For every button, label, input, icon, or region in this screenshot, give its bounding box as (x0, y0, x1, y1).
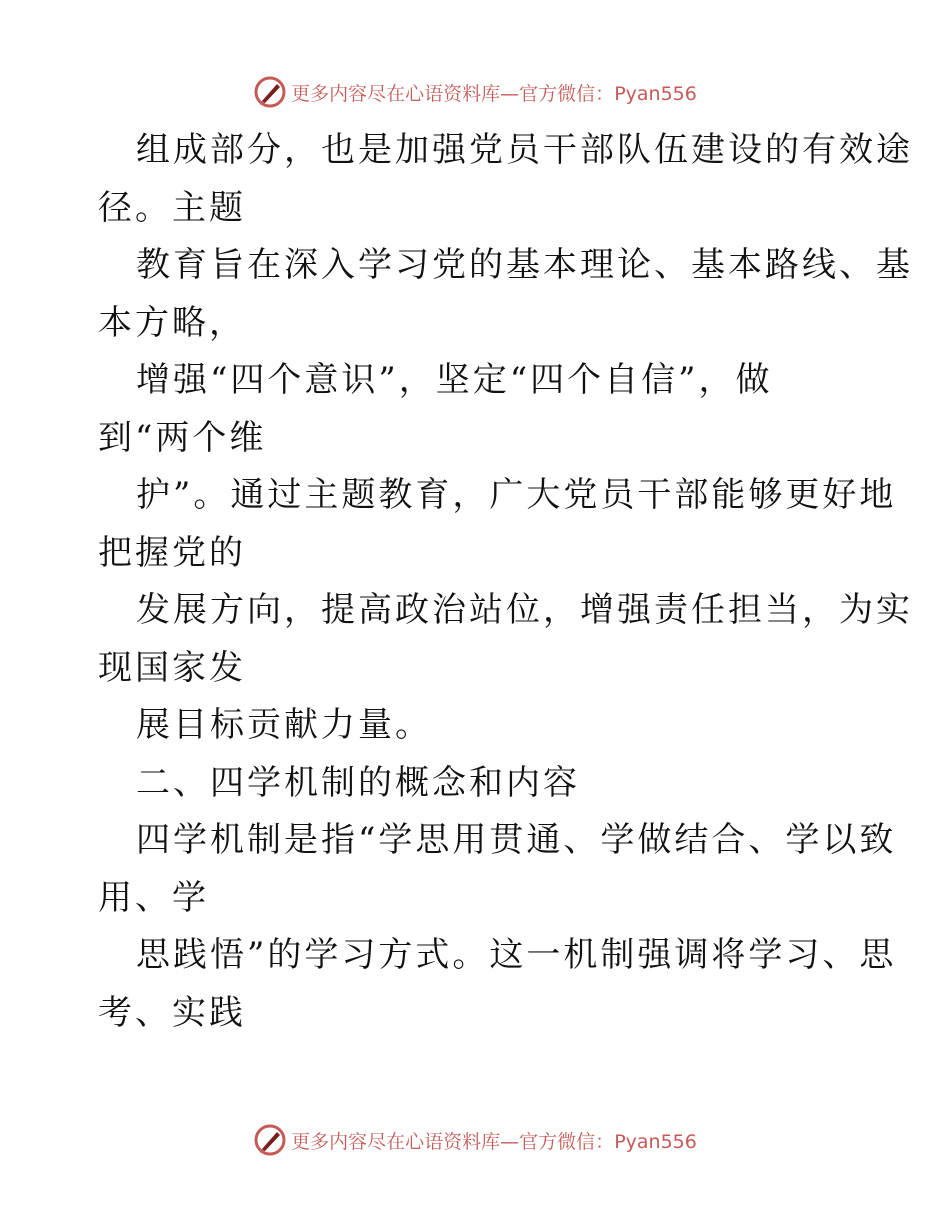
header-contact-label: 官方微信： (519, 82, 615, 105)
body-line: 用、学 (98, 877, 209, 918)
body-line: 现国家发 (98, 647, 246, 688)
body-line: 护”。通过主题教育，广大党员干部能够更好地 (136, 475, 897, 515)
body-line: 到“两个维 (98, 417, 267, 458)
pen-logo-icon (253, 75, 287, 109)
body-line: 增强“四个意识”，坚定“四个自信”，做 (136, 360, 773, 400)
footer-text (291, 1127, 697, 1154)
body-line: 考、实践 (98, 992, 246, 1033)
footer-separator: — (500, 1130, 520, 1153)
header-banner (0, 70, 950, 114)
document-body (98, 122, 913, 1042)
body-line: 组成部分，也是加强党员干部队伍建设的有效途 (136, 130, 913, 170)
body-line: 把握党的 (98, 532, 246, 573)
body-line: 径。主题 (98, 187, 246, 228)
body-line: 发展方向，提高政治站位，增强责任担当，为实 (136, 590, 913, 630)
header-brand: 更多内容尽在心语资料库 (291, 82, 501, 105)
section-heading: 二、四学机制的概念和内容 (136, 762, 580, 803)
body-line: 教育旨在深入学习党的基本理论、基本路线、基 (136, 245, 913, 285)
body-line: 展目标贡献力量。 (136, 705, 432, 745)
body-line: 四学机制是指“学思用贯通、学做结合、学以致 (136, 820, 897, 860)
header-separator: — (500, 82, 520, 105)
header-text (291, 79, 697, 106)
footer-brand: 更多内容尽在心语资料库 (291, 1130, 501, 1153)
header-contact-id: Pyan556 (614, 82, 697, 105)
pen-logo-icon (253, 1123, 287, 1157)
footer-contact-label: 官方微信： (519, 1130, 615, 1153)
footer-contact-id: Pyan556 (614, 1130, 697, 1153)
body-line: 思践悟”的学习方式。这一机制强调将学习、思 (136, 935, 897, 975)
body-line: 本方略， (98, 302, 246, 343)
footer-banner (0, 1118, 950, 1162)
